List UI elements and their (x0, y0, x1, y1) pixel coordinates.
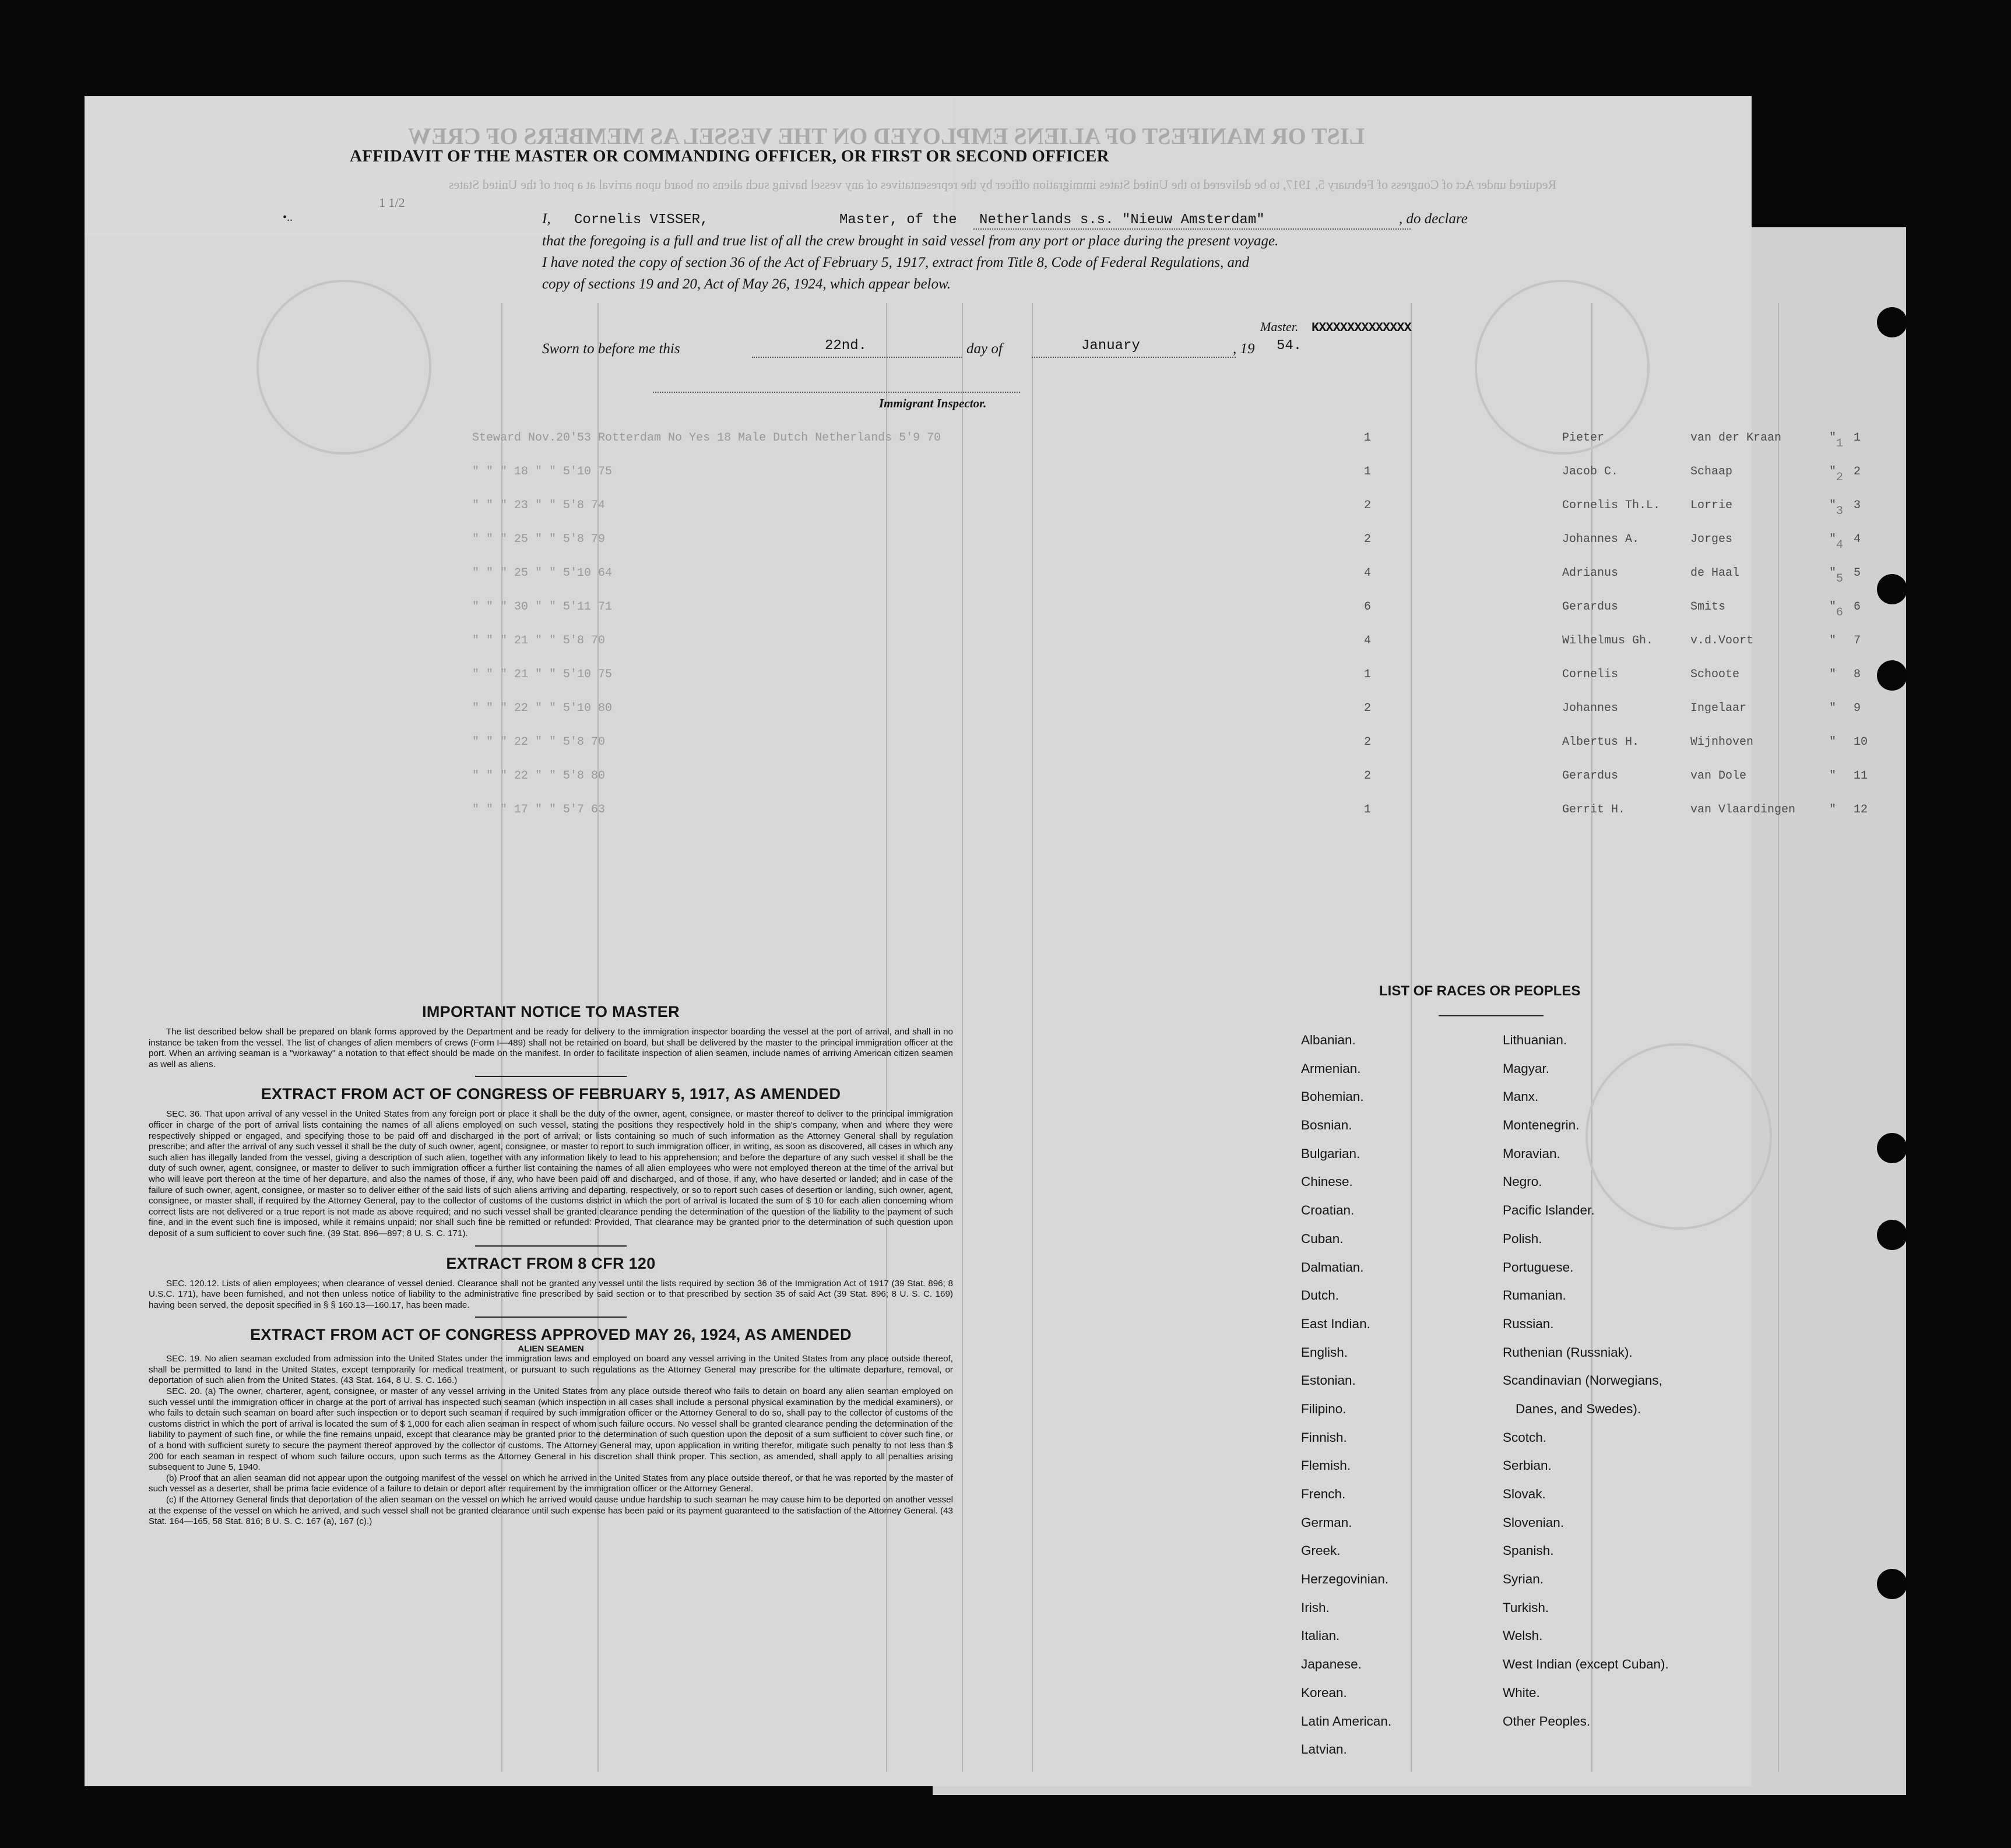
manifest-count: 2 (1364, 702, 1372, 715)
manifest-row (472, 499, 1865, 522)
manifest-given-name: Jacob C. (1562, 465, 1619, 478)
race-left-item: French. (1301, 1487, 1346, 1501)
race-right-item: West Indian (except Cuban). (1503, 1657, 1669, 1672)
race-right-item: Montenegrin. (1503, 1118, 1580, 1133)
sworn-day: 22nd. (825, 338, 867, 354)
race-right-item: Scandinavian (Norwegians, (1503, 1373, 1662, 1388)
manifest-row (472, 533, 1865, 556)
race-right-item: Syrian. (1503, 1572, 1544, 1587)
left-number: 1 (1836, 437, 1844, 450)
inspector-label: Immigrant Inspector. (879, 396, 987, 410)
column-line (962, 303, 963, 1772)
race-right-item: White. (1503, 1685, 1540, 1700)
master-signature: KXXXXXXXXXXXXX (1312, 321, 1411, 335)
manifest-count: 2 (1364, 769, 1372, 783)
manifest-row-number: 7 (1854, 634, 1861, 647)
race-left-item: Bulgarian. (1301, 1146, 1360, 1161)
race-left-item: Greek. (1301, 1543, 1341, 1558)
race-right-item: Slovenian. (1503, 1515, 1564, 1530)
races-right-column (1503, 1033, 1669, 1742)
manifest-surname: Ingelaar (1690, 702, 1747, 715)
race-right-item: Russian. (1503, 1316, 1554, 1331)
left-number: 3 (1836, 505, 1844, 518)
inspector-line (653, 392, 1020, 393)
manifest-row (472, 702, 1865, 725)
column-line (1411, 303, 1412, 1772)
manifest-given-name: Adrianus (1562, 566, 1619, 580)
race-left-item: Finnish. (1301, 1430, 1347, 1445)
left-number: 6 (1836, 606, 1844, 619)
manifest-extra: " " " 22 " " 5'10 80 (472, 702, 613, 715)
manifest-extra: " " " 22 " " 5'8 70 (472, 735, 606, 749)
manifest-given-name: Cornelis (1562, 668, 1619, 681)
divider (475, 1076, 627, 1077)
manifest-count: 2 (1364, 499, 1372, 512)
manifest-surname: Schoote (1690, 668, 1740, 681)
manifest-extra: Steward Nov.20'53 Rotterdam No Yes 18 Male Dutch Netherlands 5'9 70 (472, 431, 941, 445)
race-left-item: Chinese. (1301, 1174, 1353, 1189)
faint-stamp (1475, 280, 1650, 455)
manifest-ditto: " (1829, 803, 1837, 816)
sheet-top-edge (85, 96, 953, 236)
manifest-count: 1 (1364, 803, 1372, 816)
manifest-extra: " " " 21 " " 5'8 70 (472, 634, 606, 647)
manifest-count: 2 (1364, 735, 1372, 749)
manifest-ditto: " (1829, 431, 1837, 445)
manifest-surname: v.d.Voort (1690, 634, 1754, 647)
race-left-item: Flemish. (1301, 1458, 1351, 1473)
manifest-row-number: 8 (1854, 668, 1861, 681)
notice-title: IMPORTANT NOTICE TO MASTER (422, 1003, 680, 1020)
races-divider (1439, 1015, 1544, 1016)
race-right-item: Polish. (1503, 1231, 1542, 1246)
margin-mark: •.. (283, 211, 293, 224)
races-title: LIST OF RACES OR PEOPLES (1379, 983, 1581, 999)
divider (475, 1245, 627, 1247)
race-right-item: Ruthenian (Russniak). (1503, 1344, 1633, 1360)
race-right-item: Portuguese. (1503, 1259, 1574, 1275)
manifest-ditto: " (1829, 499, 1837, 512)
manifest-ditto: " (1829, 668, 1837, 681)
manifest-surname: Jorges (1690, 533, 1733, 546)
manifest-row (472, 668, 1865, 691)
manifest-extra: " " " 22 " " 5'8 80 (472, 769, 606, 783)
race-right-item: Lithuanian. (1503, 1033, 1567, 1047)
binder-hole-3 (1877, 660, 1907, 691)
manifest-surname: van der Kraan (1690, 431, 1782, 445)
manifest-surname: Lorrie (1690, 499, 1733, 512)
affidavit-title: AFFIDAVIT OF THE MASTER OR COMMANDING OFFICER, OR FIRST OR SECOND OFFICER (350, 147, 1109, 166)
manifest-row-number: 1 (1854, 431, 1861, 445)
manifest-ditto: " (1829, 634, 1837, 647)
affidavit-pronoun: I, (542, 211, 551, 227)
manifest-row-number: 9 (1854, 702, 1861, 715)
manifest-given-name: Wilhelmus Gh. (1562, 634, 1654, 647)
manifest-given-name: Gerrit H. (1562, 803, 1626, 816)
race-right-item: Moravian. (1503, 1146, 1560, 1161)
manifest-count: 2 (1364, 533, 1372, 546)
manifest-count: 1 (1364, 431, 1372, 445)
manifest-row (472, 769, 1868, 793)
race-right-item: Other Peoples. (1503, 1713, 1591, 1729)
manifest-given-name: Johannes A. (1562, 533, 1640, 546)
sworn-year: 54. (1277, 338, 1302, 354)
race-right-item: Rumanian. (1503, 1288, 1566, 1303)
manifest-ditto: " (1829, 702, 1837, 715)
legal-text-column (149, 999, 953, 1527)
extract-1924-subtitle: ALIEN SEAMEN (518, 1344, 584, 1354)
extract-cfr-body: SEC. 120.12. Lists of alien employees; when clearance of vessel denied. Clearance shall not be granted any vessel until the lists required by section 36 of the Immigration Act of 1917 (39 Stat. 896; 8 U.S.C. 171), have been furnished, and not then unless notice of liability to the administrative fine prescribed by said section or to that prescribed by section 35 of said Act (39 Stat. 896; 8 U. S. C. 169) having been served, the deposit specified in § § 160.13—160.17, has been made. (149, 1278, 953, 1310)
manifest-surname: Smits (1690, 600, 1726, 614)
manifest-row-number: 4 (1854, 533, 1861, 546)
sworn-month: January (1081, 338, 1140, 354)
manifest-row-number: 3 (1854, 499, 1861, 512)
manifest-row-number: 2 (1854, 465, 1861, 478)
extract-1924-title: EXTRACT FROM ACT OF CONGRESS APPROVED MAY 26, 1924, AS AMENDED (250, 1326, 852, 1344)
sworn-month-line (1032, 357, 1236, 358)
faint-stamp (256, 280, 431, 455)
race-left-item: Herzegovinian. (1301, 1572, 1389, 1587)
manifest-row (472, 431, 1865, 455)
manifest-ditto: " (1829, 566, 1837, 580)
day-of-label: day of (966, 341, 1003, 357)
manifest-row-number: 12 (1854, 803, 1868, 816)
sworn-day-line (752, 357, 962, 358)
race-right-item: Danes, and Swedes). (1516, 1401, 1641, 1416)
race-left-item: Dutch. (1301, 1288, 1340, 1303)
race-left-item: Bohemian. (1301, 1089, 1364, 1104)
race-left-item: Italian. (1301, 1628, 1340, 1643)
races-left-column (1301, 1033, 1391, 1770)
manifest-given-name: Pieter (1562, 431, 1605, 445)
extract-1924-sec20a: SEC. 20. (a) The owner, charterer, agent, consignee, or master of any vessel arriving in the United States from any place outside thereof who fails to detain on board any alien seaman employed on such vessel until the immigration officer in charge at the port of arrival has inspected such seaman (which inspection in all cases shall include a personal physical examination by the medical examiners), or who fails to detain such seaman on board after such inspection or to deport such seaman if required by such immigration officer or the Attorney General to do so, shall pay to the collector of customs of the customs district in which the port of arrival is located the sum of $ 1,000 for each alien seaman in respect of whom such failure occurs. No vessel shall be granted clearance pending the determination of the liability to payment of such fine, or while the fine remains unpaid, except that clearance may be granted prior to the determination of such question upon the deposit of a sum sufficient to cover such fine, or of a bond with sufficient surety to secure the payment thereof approved by the collector of customs. The Attorney General may, upon application in writing therefor, mitigate such penalty to not less than $ 200 for each seaman in respect of whom such failure occurs, upon such terms as the Attorney General in his discretion shall think proper. This section, as amended, shall apply to all penalties arising subsequent to June 5, 1940. (149, 1386, 953, 1473)
manifest-row (472, 465, 1865, 488)
manifest-extra: " " " 18 " " 5'10 75 (472, 465, 613, 478)
race-left-item: Croatian. (1301, 1203, 1355, 1218)
manifest-row (472, 634, 1865, 657)
year-prefix: , 19 (1233, 341, 1255, 357)
manifest-ditto: " (1829, 465, 1837, 478)
manifest-surname: van Dole (1690, 769, 1747, 783)
race-left-item: Dalmatian. (1301, 1259, 1364, 1275)
manifest-count: 1 (1364, 668, 1372, 681)
race-left-item: Korean. (1301, 1685, 1347, 1700)
affidavit-line-4: copy of sections 19 and 20, Act of May 26, 1924, which appear below. (542, 276, 951, 292)
column-line (1032, 303, 1033, 1772)
extract-1924-sec20c: (c) If the Attorney General finds that deportation of the alien seaman on the vessel on which he arrived would cause undue hardship to such seaman he may cause him to be deported on another vessel at the expense of the vessel on which he arrived, and such vessel shall not be granted clearance until such expense has been paid or its payment guaranteed to the satisfaction of the Attorney General. (43 Stat. 164—165, 58 Stat. 816; 8 U. S. C. 167 (a), 167 (c).) (149, 1495, 953, 1527)
manifest-row (472, 566, 1865, 590)
manifest-ditto: " (1829, 735, 1837, 749)
extract-1917-title: EXTRACT FROM ACT OF CONGRESS OF FEBRUARY 5, 1917, AS AMENDED (261, 1085, 841, 1103)
manifest-row-number: 10 (1854, 735, 1868, 749)
race-right-item: Slovak. (1503, 1487, 1546, 1501)
race-right-item: Spanish. (1503, 1543, 1554, 1558)
manifest-extra: " " " 23 " " 5'8 74 (472, 499, 606, 512)
manifest-row (472, 735, 1868, 759)
extract-1924-sec19: SEC. 19. No alien seaman excluded from admission into the United States under the immigration laws and employed on board any vessel arriving in the United States from any place outside thereof, shall be permitted to land in the United States, except temporarily for medical treatment, or pursuant to such regulations as the Attorney General may prescribe for the ultimate departure, removal, or deportation of such alien from the United States. (43 Stat. 164, 8 U. S. C. 166.) (149, 1354, 953, 1386)
affidavit-line-3: I have noted the copy of section 36 of the Act of February 5, 1917, extract from Title 8, Code of Federal Regulations, and (542, 255, 1249, 270)
manifest-given-name: Gerardus (1562, 600, 1619, 614)
affidavit-line-2: that the foregoing is a full and true list of all the crew brought in said vessel from any port or place during the present voyage. (542, 233, 1279, 249)
manifest-ditto: " (1829, 769, 1837, 783)
manifest-count: 4 (1364, 634, 1372, 647)
race-right-item: Negro. (1503, 1174, 1542, 1189)
manifest-extra: " " " 21 " " 5'10 75 (472, 668, 613, 681)
sworn-label: Sworn to before me this (542, 341, 680, 357)
manifest-row-number: 5 (1854, 566, 1861, 580)
binder-hole-6 (1877, 1569, 1907, 1599)
vessel-underline (973, 228, 1411, 230)
bleed-subtitle: Required under Act of Congress of February 5, 1917, to be delivered to the United States immigration officer by the representatives of any vessel having such aliens on board upon arrival at a port of the United States (448, 177, 1557, 192)
race-right-item: Turkish. (1503, 1600, 1549, 1615)
race-left-item: East Indian. (1301, 1316, 1370, 1331)
race-left-item: Latin American. (1301, 1713, 1392, 1729)
race-left-item: Albanian. (1301, 1033, 1356, 1047)
divider (475, 1317, 627, 1318)
race-left-item: Japanese. (1301, 1657, 1362, 1672)
race-left-item: Irish. (1301, 1600, 1330, 1615)
manifest-count: 4 (1364, 566, 1372, 580)
race-right-item: Scotch. (1503, 1430, 1547, 1445)
race-left-item: Cuban. (1301, 1231, 1344, 1246)
left-number: 5 (1836, 572, 1844, 586)
manifest-given-name: Gerardus (1562, 769, 1619, 783)
master-name: Cornelis VISSER, (574, 212, 709, 228)
race-left-item: English. (1301, 1344, 1348, 1360)
manifest-surname: Wijnhoven (1690, 735, 1754, 749)
manifest-row (472, 600, 1865, 624)
manifest-given-name: Johannes (1562, 702, 1619, 715)
manifest-row-number: 11 (1854, 769, 1868, 783)
extract-cfr-title: EXTRACT FROM 8 CFR 120 (446, 1254, 656, 1272)
race-right-item: Serbian. (1503, 1458, 1552, 1473)
race-right-item: Magyar. (1503, 1061, 1550, 1076)
race-right-item: Welsh. (1503, 1628, 1543, 1643)
declare-text: , do declare (1399, 211, 1468, 227)
manifest-surname: de Haal (1690, 566, 1740, 580)
manifest-surname: van Vlaardingen (1690, 803, 1796, 816)
vessel-name: Netherlands s.s. "Nieuw Amsterdam" (979, 212, 1265, 228)
manifest-ditto: " (1829, 533, 1837, 546)
extract-1917-body: SEC. 36. That upon arrival of any vessel in the United States from any foreign port or place it shall be the duty of the owner, agent, consignee, or master thereof to deliver to the principal immigration officer in charge of the port of arrival lists containing the names of all aliens employed on such vessel, stating the positions they respectively hold in the ship's company, when and where they were respectively shipped or engaged, and specifying those to be paid off and discharged in the port of arrival; or lists containing so much of such information as the Attorney General shall by regulation prescribe; and after the arrival of any such vessel it shall be the duty of such owner, agent, consignee, or master to report to such immigration officer, in writing, as soon as discovered, all cases in which any such alien has illegally landed from the vessel, giving a description of such alien, together with any information likely to lead to his apprehension; and before the departure of any such vessel it shall be the duty of such owner, agent, consignee, or master to deliver to such immigration officer a further list containing the names of all alien employees who were not employed thereon at the time of the arrival but who will leave port thereon at the time of her departure, and also the names of those, if any, who have been paid off and discharged, and of those, if any, who have deserted or landed; and in case of the failure of such owner, agent, consignee, or master so to deliver either of the said lists of such aliens arriving and departing, respectively, or so to report such cases of desertion or landing, such owner, agent, consignee, or master shall, if required by the Attorney General, pay to the collector of customs of the customs district in which the port of arrival is located the sum of $ 10 for each alien concerning whom correct lists are not delivered or a true report is not made as above required; and no such vessel shall be granted clearance pending the determination of the question of the liability to the payment of such fine, and in the event such fine is imposed, while it remains unpaid; nor shall such fine be remitted or refunded: Provided, That clearance may be granted prior to the determination of such question upon deposit of a sum sufficient to cover such fine. (39 Stat. 896—897; 8 U. S. C. 171). (149, 1109, 953, 1238)
master-label: Master. (1260, 319, 1299, 334)
manifest-surname: Schaap (1690, 465, 1733, 478)
notice-body: The list described below shall be prepared on blank forms approved by the Department and be ready for delivery to the immigration inspector boarding the vessel at the port of arrival, and shall in no instance be taken from the vessel. The list of changes of alien members of crews (Form I—489) shall not be retained on board, but shall be delivered by the master to the principal immigration officer at the port. When an arriving seaman is a "workaway" a notation to that effect should be made on the manifest. In order to facilitate inspection of alien seamen, include names of arriving American citizen seamen as well as aliens. (149, 1027, 953, 1069)
master-of-label: Master, of the (839, 212, 957, 228)
binder-hole-4 (1877, 1133, 1907, 1163)
binder-hole-2 (1877, 574, 1907, 604)
manifest-count: 1 (1364, 465, 1372, 478)
manifest-extra: " " " 17 " " 5'7 63 (472, 803, 606, 816)
race-left-item: Filipino. (1301, 1401, 1346, 1416)
manifest-row (472, 803, 1868, 826)
manifest-extra: " " " 25 " " 5'8 79 (472, 533, 606, 546)
binder-hole-1 (1877, 307, 1907, 337)
race-left-item: German. (1301, 1515, 1352, 1530)
left-number: 4 (1836, 538, 1844, 552)
left-number: 2 (1836, 471, 1844, 484)
race-right-item: Manx. (1503, 1089, 1539, 1104)
extract-1924-sec20b: (b) Proof that an alien seaman did not appear upon the outgoing manifest of the vessel on which he arrived in the United States from any place outside thereof, or that he was reported by the master of such vessel as a deserter, shall be prima facie evidence of a failure to detain or deport after requirement by the immigration officer or the Attorney General. (149, 1473, 953, 1494)
manifest-extra: " " " 30 " " 5'11 71 (472, 600, 613, 614)
manifest-row-number: 6 (1854, 600, 1861, 614)
binder-hole-5 (1877, 1220, 1907, 1250)
race-left-item: Armenian. (1301, 1061, 1361, 1076)
manifest-given-name: Albertus H. (1562, 735, 1640, 749)
column-line (1778, 303, 1779, 1772)
manifest-ditto: " (1829, 600, 1837, 614)
margin-number: 1 1/2 (379, 195, 405, 210)
bleed-title: LIST OR MANIFEST OF ALIENS EMPLOYED ON THE VESSEL AS MEMBERS OF CREW (408, 123, 1365, 149)
race-left-item: Estonian. (1301, 1373, 1356, 1388)
race-right-item: Pacific Islander. (1503, 1203, 1595, 1218)
manifest-count: 6 (1364, 600, 1372, 614)
race-left-item: Bosnian. (1301, 1118, 1352, 1133)
manifest-given-name: Cornelis Th.L. (1562, 499, 1661, 512)
manifest-extra: " " " 25 " " 5'10 64 (472, 566, 613, 580)
race-left-item: Latvian. (1301, 1742, 1347, 1757)
